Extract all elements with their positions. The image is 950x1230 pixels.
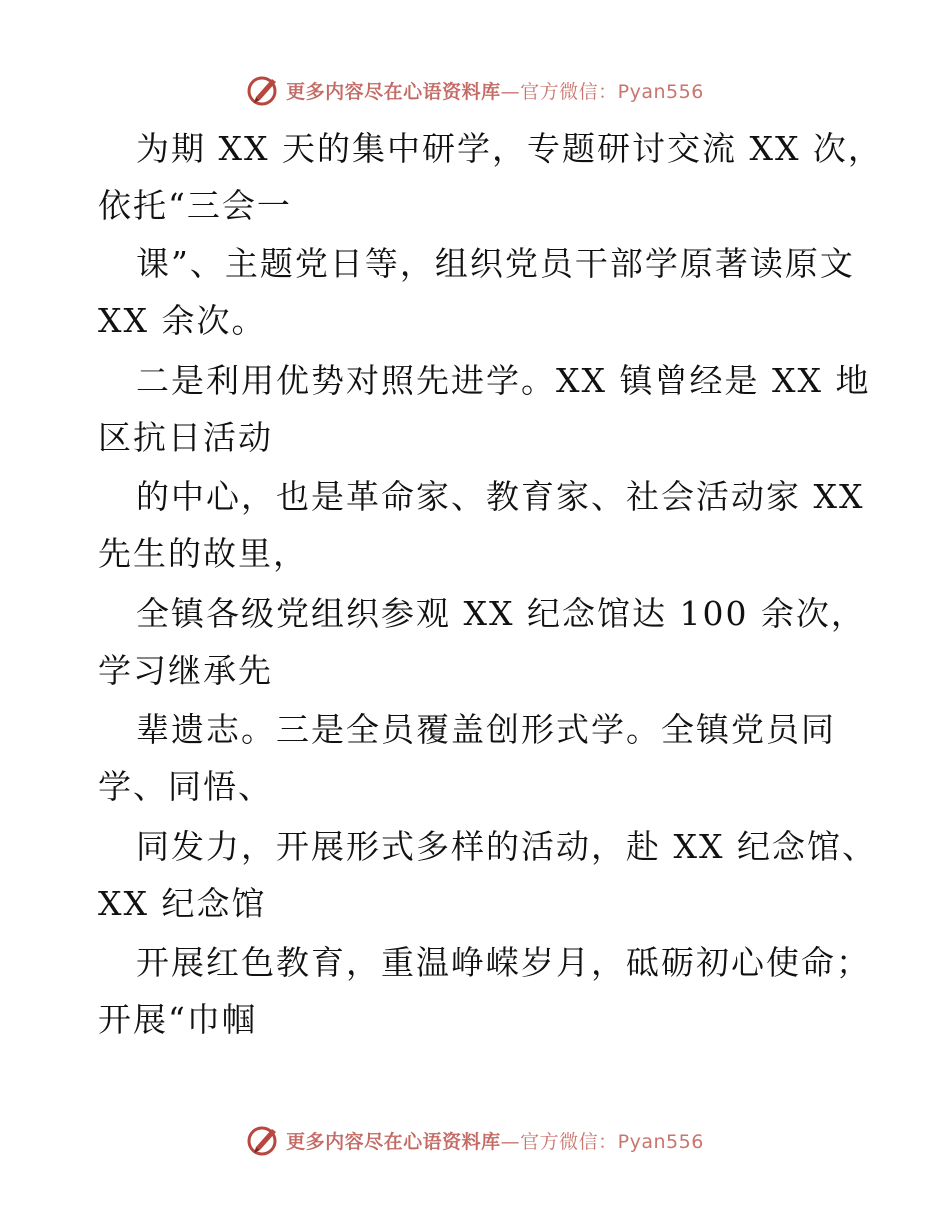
watermark-text [286, 1127, 704, 1154]
footer-watermark [0, 1120, 950, 1160]
body-line: 同发力，开展形式多样的活动，赴 XX 纪念馆、 [136, 827, 877, 866]
body-line: 辈遗志。三是全员覆盖创形式学。全镇党员同 [136, 710, 836, 749]
pen-logo-icon [246, 1123, 282, 1157]
body-line: 二是利用优势对照先进学。XX 镇曾经是 XX 地 [136, 361, 871, 400]
body-line: 开展“巾帼 [98, 1000, 257, 1039]
body-line: 课”、主题党日等，组织党员干部学原著读原文 [136, 244, 855, 283]
body-line: 的中心，也是革命家、教育家、社会活动家 XX [136, 477, 865, 516]
body-line: 开展红色教育，重温峥嵘岁月，砥砺初心使命； [136, 943, 871, 982]
watermark-suffix: 官方微信：Pyan556 [520, 80, 704, 103]
body-line: XX 纪念馆 [98, 884, 267, 923]
body-line: 全镇各级党组织参观 XX 纪念馆达 100 余次， [136, 594, 866, 633]
watermark-dash: — [500, 80, 521, 103]
watermark-main: 更多内容尽在心语资料库 [286, 80, 501, 103]
watermark-text [286, 77, 704, 104]
body-line: 学习继承先 [98, 651, 273, 690]
header-watermark [0, 70, 950, 110]
watermark-dash: — [500, 1130, 521, 1153]
body-line: 区抗日活动 [98, 418, 273, 457]
pen-logo-icon [246, 73, 282, 107]
watermark-suffix: 官方微信：Pyan556 [520, 1130, 704, 1153]
body-line: 为期 XX 天的集中研学，专题研讨交流 XX 次， [136, 129, 883, 168]
body-line: XX 余次。 [98, 301, 267, 340]
watermark-main: 更多内容尽在心语资料库 [286, 1130, 501, 1153]
body-line: 学、同悟、 [98, 767, 273, 806]
body-line: 先生的故里， [98, 534, 308, 573]
body-line: 依托“三会一 [98, 186, 292, 225]
